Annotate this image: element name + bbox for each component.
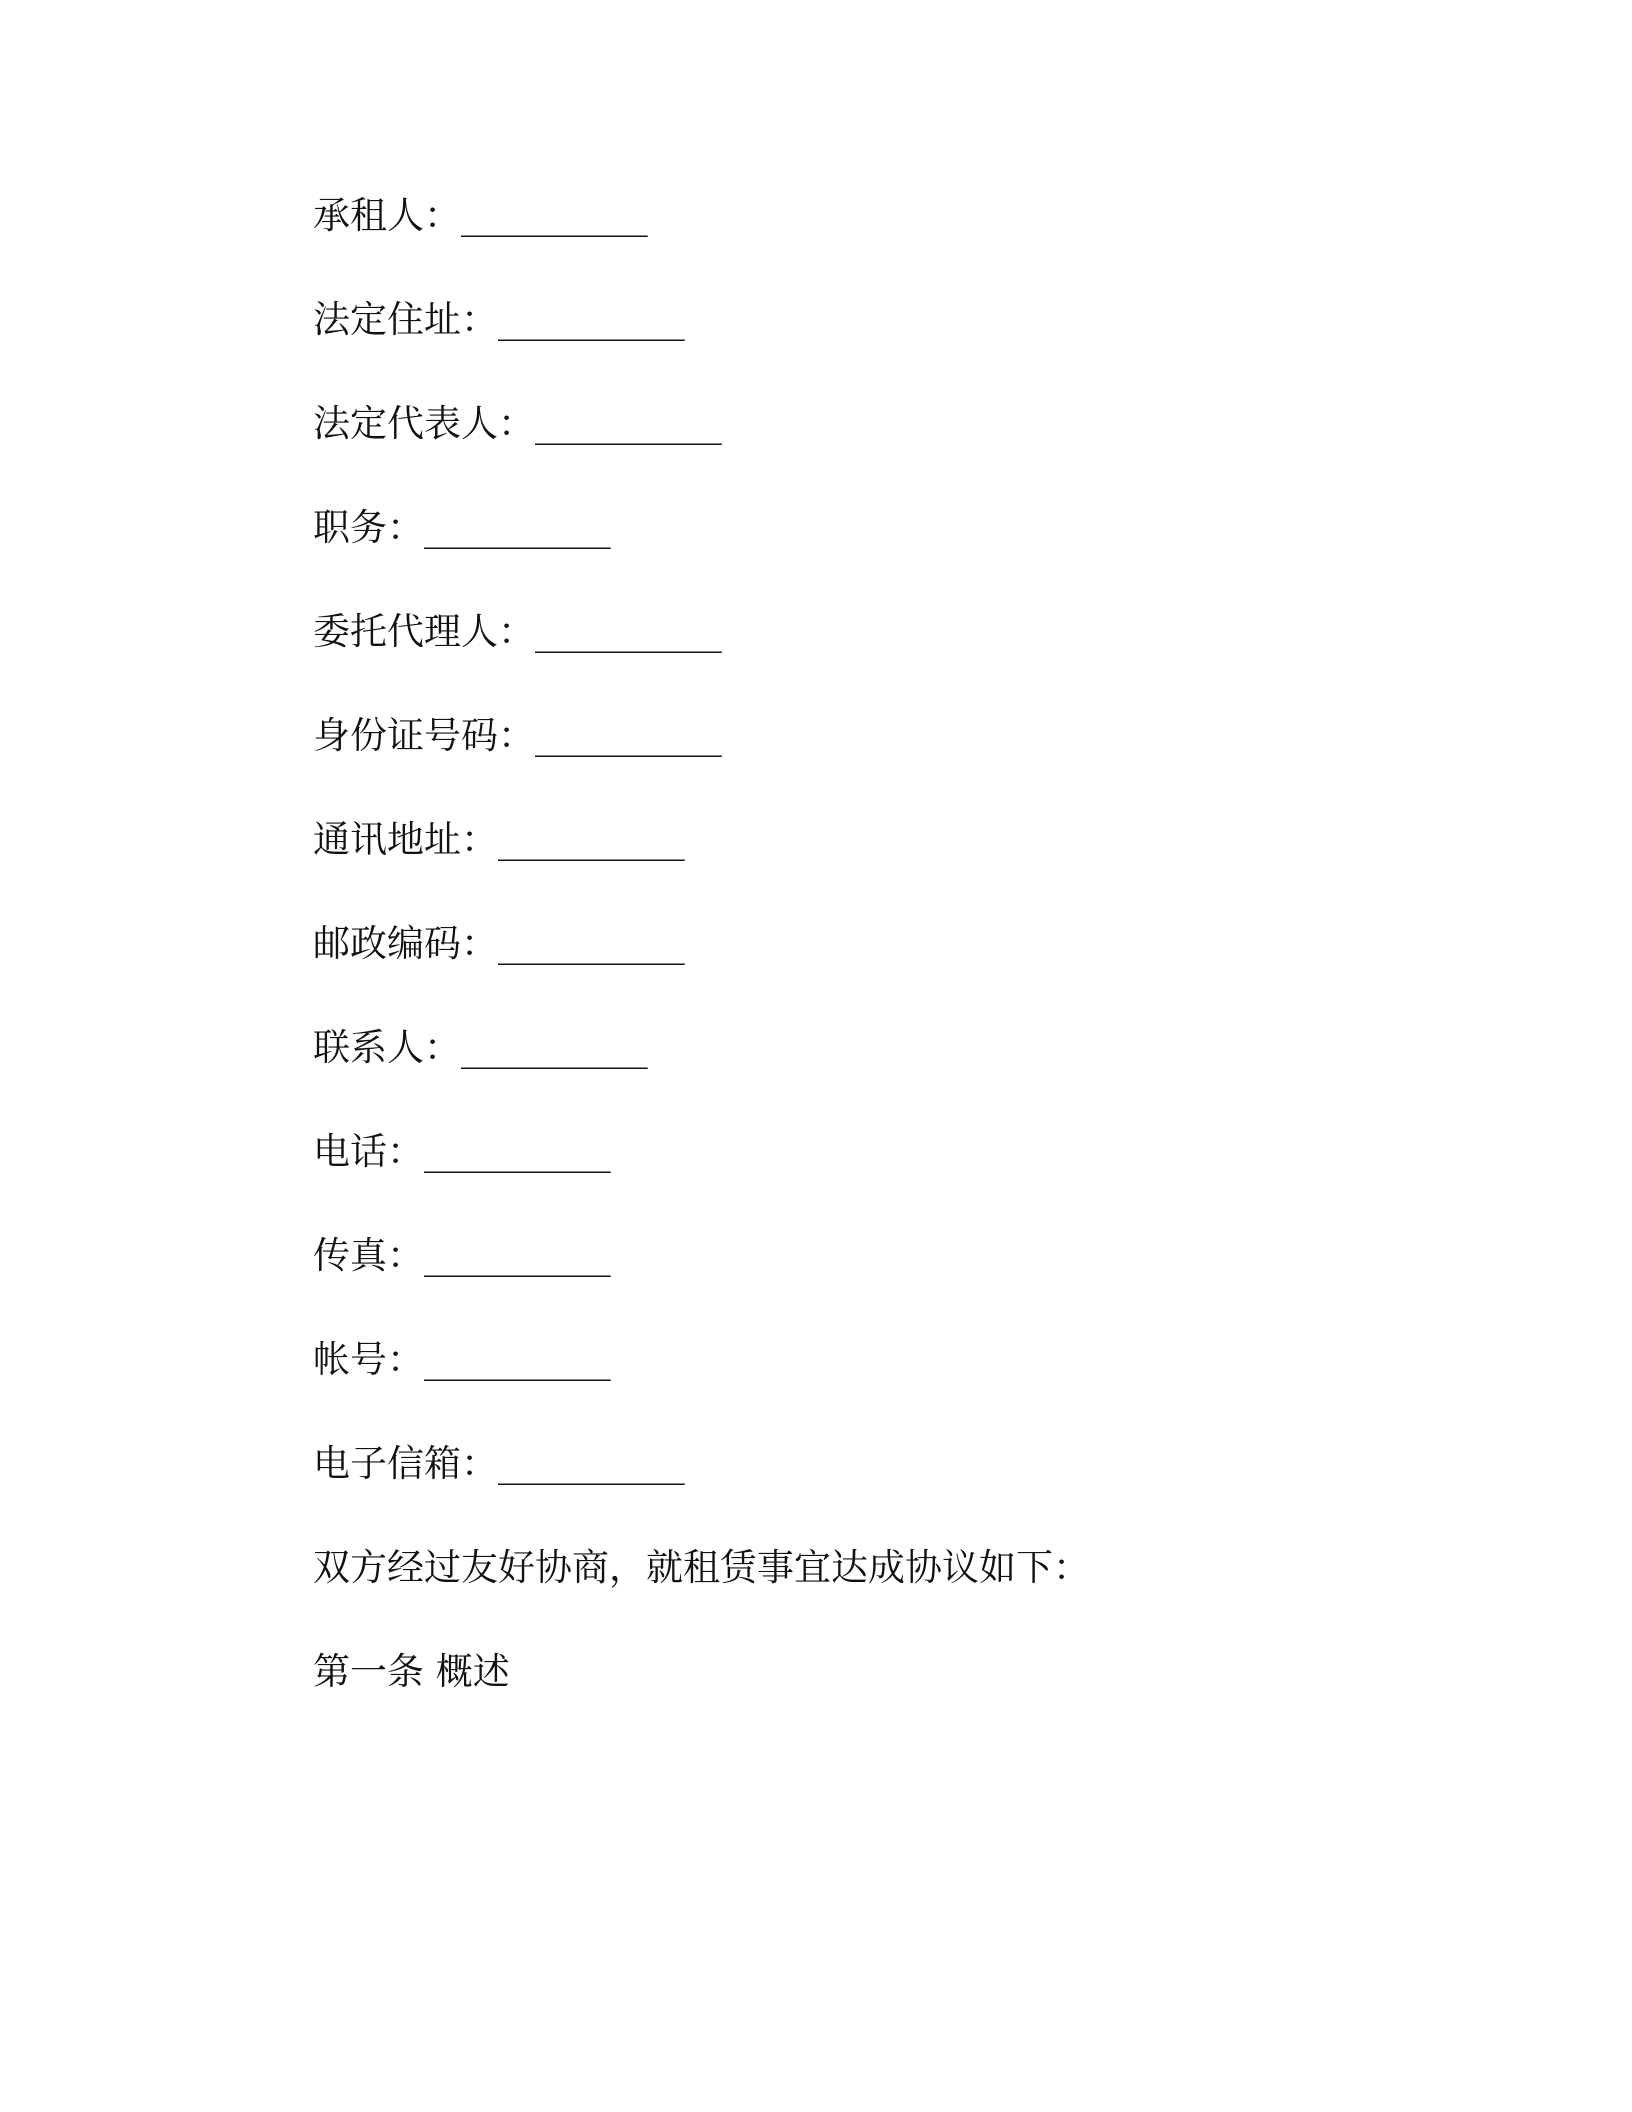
field-label: 法定住址： bbox=[313, 298, 498, 341]
fill-in-blank: __________ bbox=[498, 818, 681, 861]
field-postal-code bbox=[313, 916, 1413, 1020]
agreement-intro: 双方经过友好协商，就租赁事宜达成协议如下： bbox=[313, 1546, 1090, 1589]
field-label: 联系人： bbox=[313, 1026, 461, 1069]
fill-in-blank: __________ bbox=[424, 1234, 607, 1277]
fill-in-blank: __________ bbox=[498, 922, 681, 965]
field-label: 通讯地址： bbox=[313, 818, 498, 861]
fill-in-blank: __________ bbox=[424, 1130, 607, 1173]
fill-in-blank: __________ bbox=[461, 194, 644, 237]
fill-in-blank: __________ bbox=[424, 506, 607, 549]
field-label: 传真： bbox=[313, 1234, 424, 1277]
field-label: 委托代理人： bbox=[313, 610, 535, 653]
fill-in-blank: __________ bbox=[535, 610, 718, 653]
field-email bbox=[313, 1436, 1413, 1540]
field-account-number bbox=[313, 1332, 1413, 1436]
field-label: 电话： bbox=[313, 1130, 424, 1173]
field-label: 邮政编码： bbox=[313, 922, 498, 965]
fill-in-blank: __________ bbox=[424, 1338, 607, 1381]
document-body bbox=[313, 188, 1413, 1748]
field-phone bbox=[313, 1124, 1413, 1228]
fill-in-blank: __________ bbox=[461, 1026, 644, 1069]
fill-in-blank: __________ bbox=[535, 714, 718, 757]
field-position bbox=[313, 500, 1413, 604]
field-lessee bbox=[313, 188, 1413, 292]
field-fax bbox=[313, 1228, 1413, 1332]
field-mailing-address bbox=[313, 812, 1413, 916]
field-contact-person bbox=[313, 1020, 1413, 1124]
field-label: 身份证号码： bbox=[313, 714, 535, 757]
section-heading: 第一条 概述 bbox=[313, 1650, 510, 1693]
field-label: 职务： bbox=[313, 506, 424, 549]
field-label: 电子信箱： bbox=[313, 1442, 498, 1485]
fill-in-blank: __________ bbox=[535, 402, 718, 445]
field-label: 法定代表人： bbox=[313, 402, 535, 445]
fill-in-blank: __________ bbox=[498, 298, 681, 341]
fill-in-blank: __________ bbox=[498, 1442, 681, 1485]
field-id-number bbox=[313, 708, 1413, 812]
field-label: 承租人： bbox=[313, 194, 461, 237]
field-legal-representative bbox=[313, 396, 1413, 500]
field-label: 帐号： bbox=[313, 1338, 424, 1381]
field-authorized-agent bbox=[313, 604, 1413, 708]
field-legal-address bbox=[313, 292, 1413, 396]
